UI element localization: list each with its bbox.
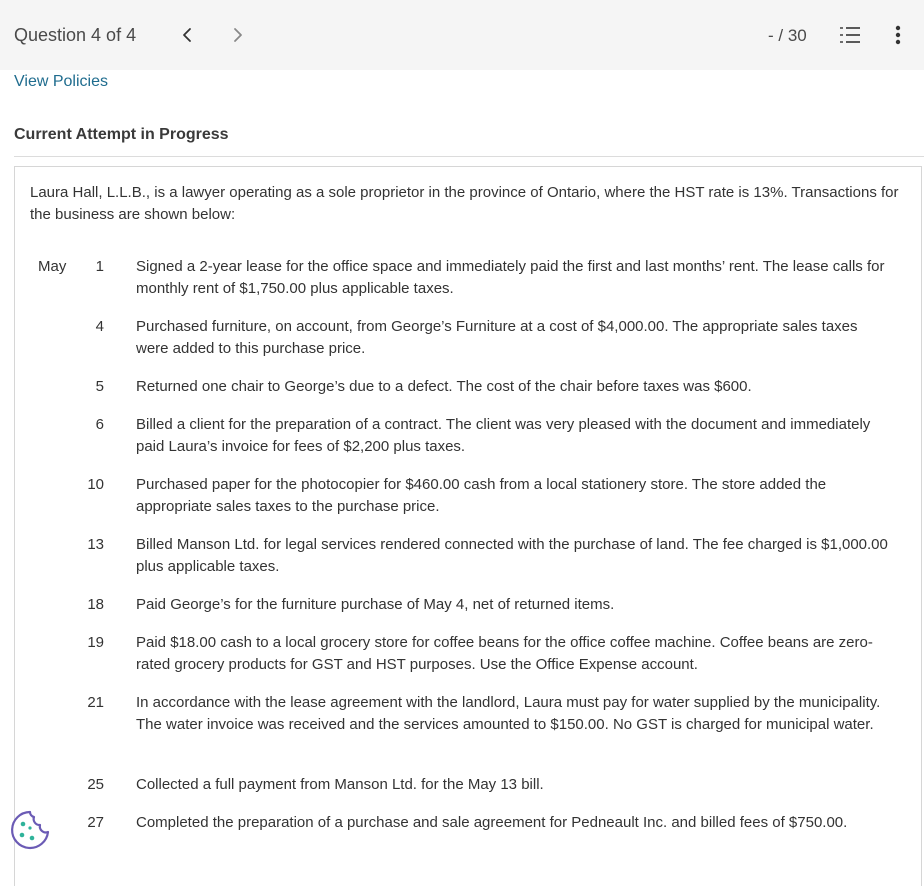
question-score: - / 30 <box>768 26 807 45</box>
view-policies-link[interactable]: View Policies <box>14 73 108 90</box>
problem-intro: Laura Hall, L.L.B., is a lawyer operating as a sole proprietor in the province of Ontario, where the HST rate is 13%. Transactions for the business are shown below: <box>30 184 899 223</box>
more-options-button[interactable] <box>886 22 910 48</box>
transaction-description: Collected a full payment from Manson Ltd. for the May 13 bill. <box>136 776 544 793</box>
transaction-day: 25 <box>87 776 104 793</box>
transaction-description: Signed a 2-year lease for the office space and immediately paid the first and last months’ rent. The lease calls for monthly rent of $1,750.00 plus applicable taxes. <box>136 258 885 297</box>
cookie-icon <box>8 808 52 852</box>
chevron-left-icon <box>181 27 193 43</box>
transaction-month: May <box>38 258 67 275</box>
question-header-bar <box>0 0 924 70</box>
transaction-day: 13 <box>87 536 104 553</box>
transaction-day: 27 <box>87 814 104 831</box>
next-question-button[interactable] <box>225 22 251 48</box>
vertical-dots-icon <box>886 22 910 48</box>
question-list-button[interactable] <box>838 24 862 46</box>
transaction-description: In accordance with the lease agreement with the landlord, Laura must pay for water supplied by the municipality. The water invoice was received and the services amounted to $150.00. No GST is charged for municipal water. <box>136 694 881 733</box>
transaction-description: Purchased paper for the photocopier for $460.00 cash from a local stationery store. The store added the appropriate sales taxes to the purchase price. <box>136 476 827 515</box>
transaction-description: Paid $18.00 cash to a local grocery store for coffee beans for the office coffee machine. Coffee beans are zero-rated grocery products for GST and HST purposes. Use the Office Expense account. <box>136 634 873 673</box>
transaction-day: 4 <box>95 318 104 335</box>
attempt-status-heading: Current Attempt in Progress <box>14 126 229 143</box>
chevron-right-icon <box>232 27 244 43</box>
transaction-day: 21 <box>87 694 104 711</box>
transaction-description: Billed a client for the preparation of a contract. The client was very pleased with the document and immediately paid Laura’s invoice for fees of $2,200 plus taxes. <box>136 416 871 455</box>
transaction-description: Returned one chair to George’s due to a defect. The cost of the chair before taxes was $600. <box>136 378 752 395</box>
transaction-day: 19 <box>87 634 104 651</box>
transaction-day: 5 <box>95 378 104 395</box>
question-counter: Question 4 of 4 <box>14 25 137 45</box>
transaction-day: 10 <box>87 476 104 493</box>
transaction-day: 6 <box>95 416 104 433</box>
transaction-description: Billed Manson Ltd. for legal services rendered connected with the purchase of land. The fee charged is $1,000.00 plus applicable taxes. <box>136 536 888 575</box>
numbered-list-icon <box>838 24 862 46</box>
transaction-description: Paid George’s for the furniture purchase of May 4, net of returned items. <box>136 596 615 613</box>
transaction-day: 1 <box>95 258 104 275</box>
transaction-day: 18 <box>87 596 104 613</box>
transaction-description: Purchased furniture, on account, from George’s Furniture at a cost of $4,000.00. The appropriate sales taxes were added to this purchase price. <box>136 318 858 357</box>
divider <box>14 156 924 157</box>
cookie-settings-button[interactable] <box>8 808 52 852</box>
transaction-description: Completed the preparation of a purchase and sale agreement for Pedneault Inc. and billed fees of $750.00. <box>136 814 848 831</box>
previous-question-button[interactable] <box>174 22 200 48</box>
